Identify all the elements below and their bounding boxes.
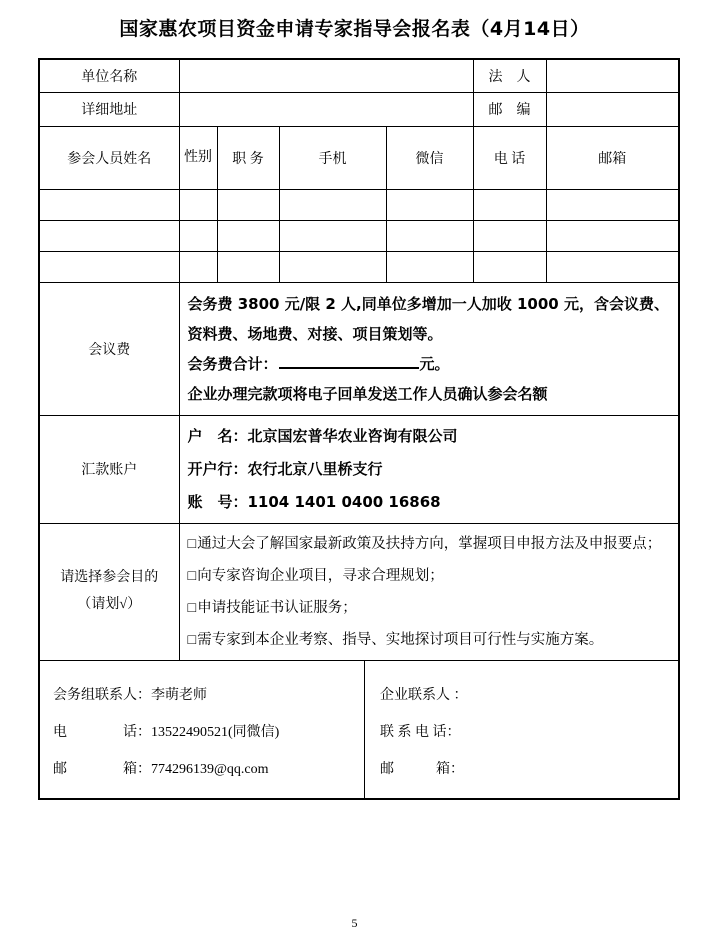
participant-phone-field[interactable] — [473, 220, 546, 251]
purpose-row — [39, 523, 679, 660]
account-number: 账 号：1104 1401 0400 16868 — [187, 492, 441, 511]
account-bank: 开户行：农行北京八里桥支行 — [187, 459, 383, 478]
conference-fee-row — [39, 282, 679, 415]
contacts-cell — [39, 660, 679, 799]
company-contact-block — [364, 661, 678, 798]
wechat-header: 微信 — [386, 126, 473, 189]
legal-person-label: 法 人 — [473, 59, 546, 92]
participant-email-field[interactable] — [546, 220, 679, 251]
address-label: 详细地址 — [39, 92, 179, 126]
checkbox-icon[interactable]: □ — [187, 631, 197, 648]
page-title: 国家惠农项目资金申请专家指导会报名表（4月14日） — [119, 18, 590, 40]
purpose-options — [179, 523, 679, 660]
page-number: 5 — [351, 916, 358, 930]
unit-name-label: 单位名称 — [39, 59, 179, 92]
fee-note: 企业办理完款项将电子回单发送工作人员确认参会名额 — [187, 384, 548, 403]
contacts-row — [39, 660, 679, 799]
participant-email-field[interactable] — [546, 189, 679, 220]
mobile-header: 手机 — [279, 126, 386, 189]
purpose-option — [188, 560, 673, 592]
remittance-account-row — [39, 415, 679, 523]
purpose-option-label: 申请技能证书认证服务； — [197, 599, 357, 616]
participant-mobile-field[interactable] — [279, 220, 386, 251]
participant-wechat-field[interactable] — [386, 220, 473, 251]
address-row — [39, 92, 679, 126]
unit-name-row — [39, 59, 679, 92]
participant-gender-field[interactable] — [179, 220, 217, 251]
participant-position-field[interactable] — [217, 189, 279, 220]
account-holder: 户 名：北京国宏普华农业咨询有限公司 — [187, 426, 458, 445]
participant-phone-field[interactable] — [473, 189, 546, 220]
purpose-option — [188, 624, 673, 656]
purpose-option-label: 通过大会了解国家最新政策及扶持方向，掌握项目申报方法及申报要点； — [197, 535, 662, 552]
remittance-account-content — [179, 415, 679, 523]
participant-email-field[interactable] — [546, 251, 679, 282]
participant-row — [39, 220, 679, 251]
gender-header: 性别 — [179, 126, 217, 189]
participant-gender-field[interactable] — [179, 251, 217, 282]
checkbox-icon[interactable]: □ — [187, 567, 197, 584]
purpose-option-label: 需专家到本企业考察、指导、实地探讨项目可行性与实施方案。 — [197, 631, 604, 648]
participant-wechat-field[interactable] — [386, 251, 473, 282]
fee-total-line — [188, 349, 673, 379]
fee-total-prefix: 会务费合计： — [187, 354, 278, 373]
participant-phone-field[interactable] — [473, 251, 546, 282]
fee-total-suffix: 元。 — [419, 354, 450, 373]
participant-mobile-field[interactable] — [279, 251, 386, 282]
participant-row — [39, 251, 679, 282]
organizer-contact: 会务组联系人：李萌老师 — [53, 687, 207, 703]
email-header: 邮箱 — [546, 126, 679, 189]
address-field[interactable] — [179, 92, 473, 126]
phone-header: 电 话 — [473, 126, 546, 189]
position-header: 职 务 — [217, 126, 279, 189]
participants-header-row — [39, 126, 679, 189]
organizer-phone: 电 话：13522490521(同微信) — [53, 724, 280, 740]
participant-name-header: 参会人员姓名 — [39, 126, 179, 189]
organizer-email: 邮 箱：774296139@qq.com — [53, 761, 269, 777]
participant-name-field[interactable] — [39, 220, 179, 251]
legal-person-field[interactable] — [546, 59, 679, 92]
participant-wechat-field[interactable] — [386, 189, 473, 220]
participant-row — [39, 189, 679, 220]
fee-total-blank[interactable] — [279, 354, 419, 368]
remittance-account-label: 汇款账户 — [39, 415, 179, 523]
conference-fee-label: 会议费 — [39, 282, 179, 415]
postal-code-field[interactable] — [546, 92, 679, 126]
checkbox-icon[interactable]: □ — [187, 599, 197, 616]
participant-mobile-field[interactable] — [279, 189, 386, 220]
purpose-option — [188, 528, 673, 560]
purpose-option-label: 向专家咨询企业项目，寻求合理规划； — [197, 567, 444, 584]
participant-name-field[interactable] — [39, 251, 179, 282]
checkbox-icon[interactable]: □ — [187, 535, 197, 552]
company-email-label[interactable]: 邮 箱： — [380, 761, 464, 777]
fee-description: 会务费 3800 元/限 2 人,同单位多增加一人加收 1000 元，含会议费、资料费、场地费、对接、项目策划等。 — [187, 294, 669, 343]
purpose-label: 请选择参会目的（请划√） — [39, 523, 179, 660]
participant-position-field[interactable] — [217, 251, 279, 282]
participant-gender-field[interactable] — [179, 189, 217, 220]
unit-name-field[interactable] — [179, 59, 473, 92]
postal-code-label: 邮 编 — [473, 92, 546, 126]
purpose-option — [188, 592, 673, 624]
participant-position-field[interactable] — [217, 220, 279, 251]
conference-fee-content — [179, 282, 679, 415]
organizer-contact-block — [40, 661, 364, 798]
company-contact-label[interactable]: 企业联系人 ： — [380, 687, 468, 703]
participant-name-field[interactable] — [39, 189, 179, 220]
registration-form-table — [38, 58, 680, 800]
company-phone-label[interactable]: 联 系 电 话： — [380, 724, 461, 740]
